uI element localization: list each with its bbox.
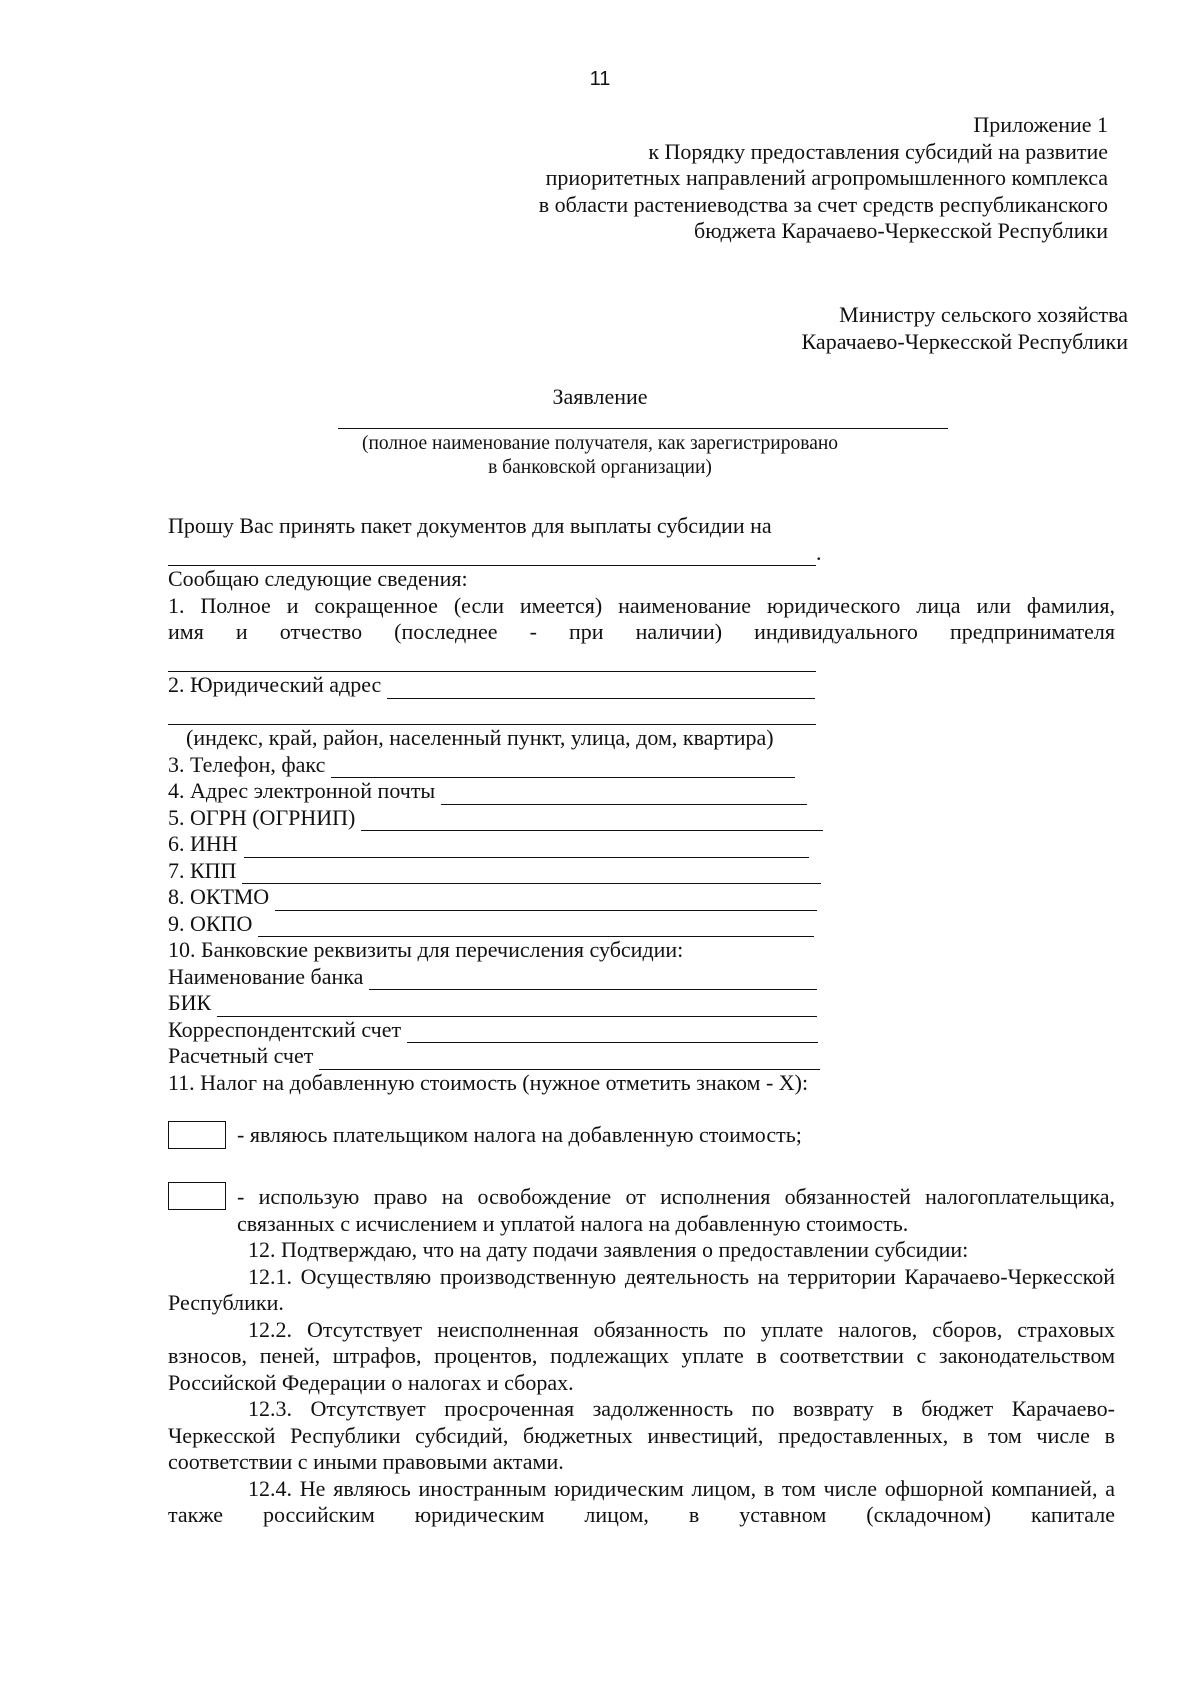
bank-name-field[interactable] <box>369 971 817 990</box>
vat-exempt-checkbox[interactable] <box>168 1182 226 1210</box>
ogrn-row <box>168 805 1115 832</box>
okpo-row <box>168 911 1115 938</box>
legal-address-row-2 <box>168 699 1115 726</box>
legal-address-caption: (индекс, край, район, населенный пункт, улица, дом, квартира) <box>186 725 774 750</box>
annex-header <box>539 112 1108 245</box>
inn-field[interactable] <box>244 839 809 858</box>
request-text: Прошу Вас принять пакет документов для выплаты субсидии на <box>168 513 772 538</box>
oktmo-row <box>168 884 1115 911</box>
okpo-field[interactable] <box>258 918 814 937</box>
corr-account-label: Корреспондентский счет <box>168 1016 402 1042</box>
corr-account-row <box>168 1017 1115 1044</box>
confirm-heading: 12. Подтверждаю, что на дату подачи заявления о предоставлении субсидии: <box>248 1237 969 1262</box>
addressee-line: Карачаево-Черкесской Республики <box>801 328 1128 354</box>
ogrn-label: 5. ОГРН (ОГРНИП) <box>168 804 356 830</box>
phone-fax-field[interactable] <box>331 759 795 778</box>
ogrn-field[interactable] <box>361 812 823 831</box>
subsidy-purpose-row <box>168 540 1115 567</box>
vat-payer-checkbox[interactable] <box>168 1121 226 1149</box>
annex-line: бюджета Карачаево-Черкесской Республики <box>694 218 1108 243</box>
bik-label: БИК <box>168 990 212 1015</box>
vat-exempt-line2: связанных с исчислением и уплатой налога на добавленную стоимость. <box>237 1210 909 1236</box>
inn-label: 6. ИНН <box>168 831 238 856</box>
confirm-12-2: 12.2. Отсутствует неисполненная обязанность по уплате налогов, сборов, страховых взносов, пеней, штрафов, процентов, подлежащих уплате в соответствии с законодательством Российской Федерации о налогах и сборах. <box>168 1316 1115 1395</box>
phone-fax-label: 3. Телефон, факс <box>168 751 326 777</box>
legal-address-field-2[interactable] <box>168 706 816 725</box>
confirm-12-1: 12.1. Осуществляю производственную деятельность на территории Карачаево-Черкесской Республики. <box>168 1263 1115 1315</box>
annex-line: в области растениеводства за счет средств республиканского <box>538 191 1108 217</box>
inn-row <box>168 831 1115 858</box>
form-body <box>168 513 1115 1096</box>
bank-heading: 10. Банковские реквизиты для перечисления субсидии: <box>168 937 684 962</box>
okpo-label: 9. ОКПО <box>168 910 253 936</box>
bank-name-label: Наименование банка <box>168 963 364 989</box>
recipient-caption <box>0 432 1200 480</box>
annex-line: к Порядку предоставления субсидий на развитие <box>648 138 1108 164</box>
annex-line: приоритетных направлений агропромышленного комплекса <box>545 165 1108 190</box>
settlement-account-field[interactable] <box>319 1051 820 1070</box>
kpp-label: 7. КПП <box>168 857 237 883</box>
vat-payer-label: - являюсь плательщиком налога на добавленную стоимость; <box>237 1122 802 1147</box>
recipient-caption-line: в банковской организации) <box>488 457 712 478</box>
oktmo-field[interactable] <box>275 892 817 911</box>
bank-name-row <box>168 964 1115 991</box>
vat-heading: 11. Налог на добавленную стоимость (нужное отметить знаком - Х): <box>168 1069 809 1095</box>
addressee-line: Министру сельского хозяйства <box>839 302 1128 327</box>
phone-fax-row <box>168 752 1115 779</box>
addressee <box>802 302 1128 355</box>
settlement-account-row <box>168 1043 1115 1070</box>
item1-line1: 1. Полное и сокращенное (если имеется) наименование юридического лица или фамилия, <box>168 592 1115 618</box>
subsidy-purpose-field[interactable] <box>168 547 816 566</box>
vat-exempt-line1: - использую право на освобождение от исполнения обязанностей налогоплательщика, <box>237 1184 1115 1209</box>
settlement-account-label: Расчетный счет <box>168 1043 314 1068</box>
entity-name-field[interactable] <box>168 653 816 672</box>
item1-line2: имя и отчество (последнее - при наличии) индивидуального предпринимателя <box>168 619 1115 644</box>
corr-account-field[interactable] <box>407 1024 818 1043</box>
legal-address-label: 2. Юридический адрес <box>168 672 382 697</box>
bik-field[interactable] <box>217 998 817 1017</box>
confirm-12-4: 12.4. Не являюсь иностранным юридическим лицом, в том числе офшорной компанией, а также российским юридическим лицом, в уставном (складочном) капитале <box>168 1475 1115 1527</box>
info-intro: Сообщаю следующие сведения: <box>168 566 468 591</box>
annex-line: Приложение 1 <box>973 112 1108 137</box>
kpp-row <box>168 858 1115 885</box>
request-end-mark: . <box>816 539 822 565</box>
kpp-field[interactable] <box>242 865 821 884</box>
confirmations <box>168 1237 1115 1529</box>
email-row <box>168 778 1115 805</box>
page-number: 11 <box>589 68 611 90</box>
bik-row <box>168 990 1115 1017</box>
legal-address-row <box>168 672 1115 699</box>
confirm-12-3: 12.3. Отсутствует просроченная задолженность по возврату в бюджет Карачаево-Черкесской Республики субсидий, бюджетных инвестиций, предоставленных, в том числе в соответствии с иными правовыми актами. <box>168 1396 1115 1474</box>
request-line <box>168 513 1115 540</box>
recipient-caption-line: (полное наименование получателя, как зарегистрировано <box>361 433 839 454</box>
email-label: 4. Адрес электронной почты <box>168 778 436 803</box>
entity-name-row <box>168 646 1115 673</box>
document-title: Заявление <box>552 384 648 409</box>
vat-exempt-label <box>237 1184 1115 1237</box>
legal-address-field[interactable] <box>387 680 815 699</box>
recipient-name-line[interactable] <box>338 428 948 429</box>
email-field[interactable] <box>441 786 807 805</box>
oktmo-label: 8. ОКТМО <box>168 884 270 909</box>
